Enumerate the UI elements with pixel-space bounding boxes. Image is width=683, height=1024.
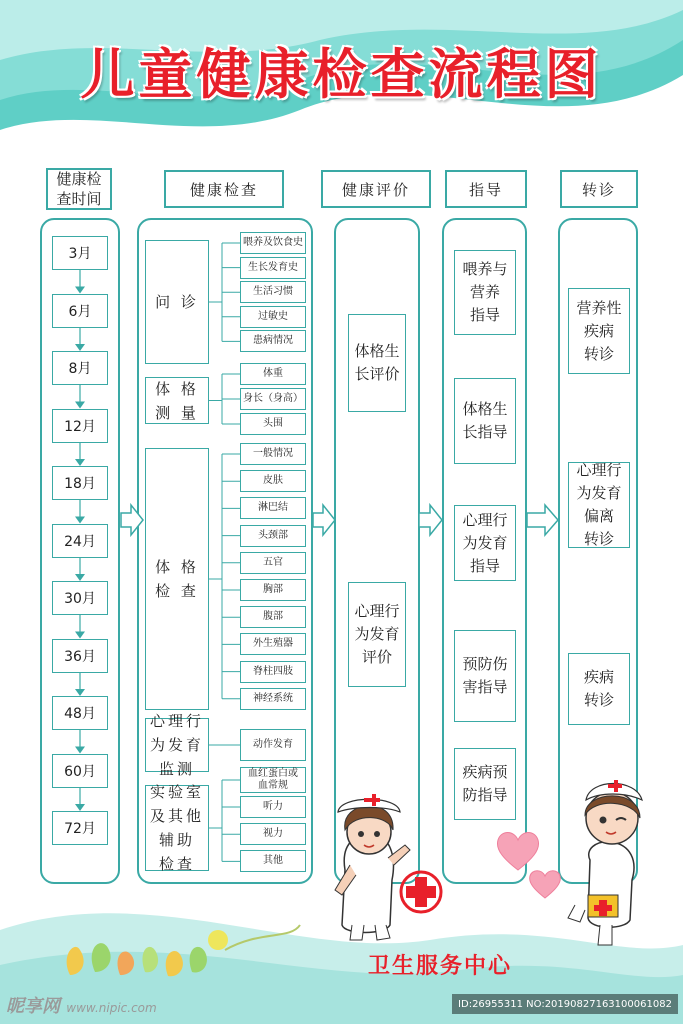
month-box: 30月 bbox=[52, 581, 108, 615]
exam-group-label: 心理行 为发育 监测 bbox=[145, 718, 209, 772]
image-id: ID:26955311 NO:20190827163100061082 bbox=[452, 994, 678, 1014]
center-name: 卫生服务中心 bbox=[367, 953, 512, 979]
referral-disease: 疾病 转诊 bbox=[568, 653, 630, 725]
month-box: 48月 bbox=[52, 696, 108, 730]
header-referral: 转诊 bbox=[560, 170, 638, 208]
referral-psych: 心理行 为发育 偏离 转诊 bbox=[568, 462, 630, 548]
exam-item: 淋巴结 bbox=[240, 497, 306, 519]
exam-item: 头颈部 bbox=[240, 525, 306, 547]
referral-nutrition: 营养性 疾病 转诊 bbox=[568, 288, 630, 374]
exam-item: 皮肤 bbox=[240, 470, 306, 492]
exam-item: 身长（身高） bbox=[240, 388, 306, 410]
header-exam: 健康检查 bbox=[164, 170, 284, 208]
month-box: 18月 bbox=[52, 466, 108, 500]
exam-item: 过敏史 bbox=[240, 306, 306, 328]
guide-psych: 心理行 为发育 指导 bbox=[454, 505, 516, 581]
exam-item: 一般情况 bbox=[240, 443, 306, 465]
month-box: 8月 bbox=[52, 351, 108, 385]
watermark-logo: 昵享网 bbox=[6, 996, 60, 1017]
month-box: 60月 bbox=[52, 754, 108, 788]
exam-group-label: 体 格 测 量 bbox=[145, 377, 209, 424]
exam-group-label: 体 格 检 查 bbox=[145, 448, 209, 710]
page-title: 儿童健康检查流程图 bbox=[80, 42, 603, 106]
exam-item: 体重 bbox=[240, 363, 306, 385]
guide-growth: 体格生 长指导 bbox=[454, 378, 516, 464]
eval-psych: 心理行 为发育 评价 bbox=[348, 582, 406, 687]
header-time: 健康检 查时间 bbox=[46, 168, 112, 210]
guide-disease: 疾病预 防指导 bbox=[454, 748, 516, 820]
month-box: 24月 bbox=[52, 524, 108, 558]
eval-growth: 体格生 长评价 bbox=[348, 314, 406, 412]
exam-item: 五官 bbox=[240, 552, 306, 574]
month-box: 6月 bbox=[52, 294, 108, 328]
exam-item: 神经系统 bbox=[240, 688, 306, 710]
exam-item: 腹部 bbox=[240, 606, 306, 628]
guide-injury: 预防伤 害指导 bbox=[454, 630, 516, 722]
exam-item: 患病情况 bbox=[240, 330, 306, 352]
exam-item: 视力 bbox=[240, 823, 306, 845]
exam-item: 脊柱四肢 bbox=[240, 661, 306, 683]
watermark bbox=[6, 992, 246, 1020]
month-box: 3月 bbox=[52, 236, 108, 270]
month-box: 72月 bbox=[52, 811, 108, 845]
month-box: 12月 bbox=[52, 409, 108, 443]
exam-item: 头围 bbox=[240, 413, 306, 435]
month-box: 36月 bbox=[52, 639, 108, 673]
exam-item: 喂养及饮食史 bbox=[240, 232, 306, 254]
exam-item: 动作发育 bbox=[240, 729, 306, 761]
exam-item: 血红蛋白或 血常规 bbox=[240, 767, 306, 793]
exam-group-label: 问 诊 bbox=[145, 240, 209, 364]
header-guidance: 指导 bbox=[445, 170, 527, 208]
exam-group-label: 实验室 及其他 辅助 检查 bbox=[145, 785, 209, 871]
exam-item: 听力 bbox=[240, 796, 306, 818]
header-evaluation: 健康评价 bbox=[321, 170, 431, 208]
watermark-url: www.nipic.com bbox=[66, 1001, 157, 1015]
exam-item: 其他 bbox=[240, 850, 306, 872]
guide-nutrition: 喂养与 营养 指导 bbox=[454, 250, 516, 335]
exam-item: 外生殖器 bbox=[240, 633, 306, 655]
exam-item: 胸部 bbox=[240, 579, 306, 601]
exam-item: 生活习惯 bbox=[240, 281, 306, 303]
exam-item: 生长发育史 bbox=[240, 257, 306, 279]
